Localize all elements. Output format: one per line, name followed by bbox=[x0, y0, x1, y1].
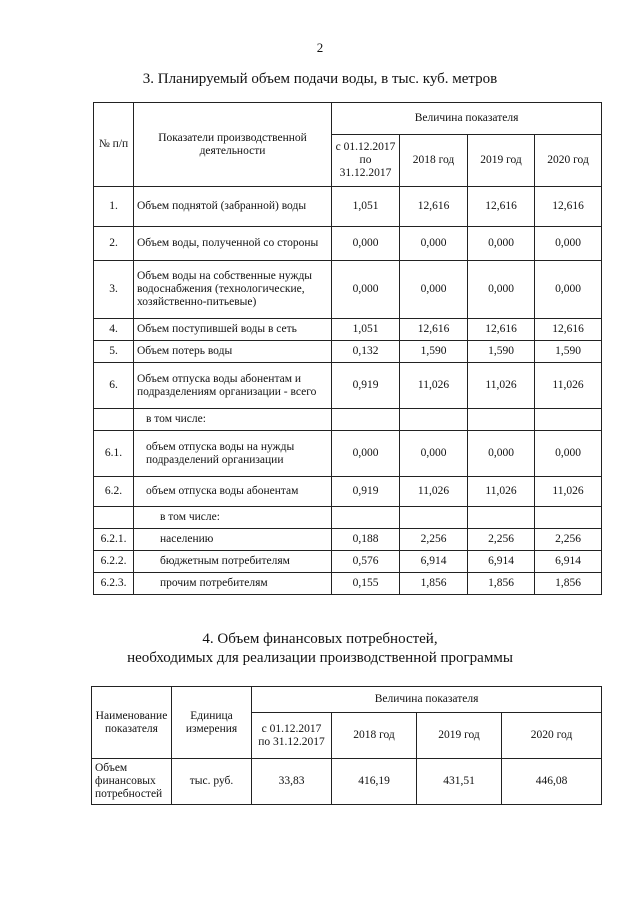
row-value bbox=[332, 409, 400, 431]
row-value bbox=[468, 409, 535, 431]
table-row bbox=[94, 261, 602, 319]
row-value: 33,83 bbox=[252, 759, 332, 805]
section-4-title-line-1: 4. Объем финансовых потребностей, bbox=[202, 631, 438, 647]
row-number: 4. bbox=[94, 319, 134, 341]
page-number: 2 bbox=[316, 40, 324, 55]
header-unit: Единица измерения bbox=[172, 687, 252, 759]
row-value: 0,132 bbox=[332, 341, 400, 363]
row-value: 0,000 bbox=[332, 261, 400, 319]
row-label: Объем воды, полученной со стороны bbox=[134, 227, 332, 261]
row-value bbox=[535, 507, 602, 529]
table-row bbox=[94, 477, 602, 507]
section-4-title-line-2: необходимых для реализации производственной программы bbox=[127, 650, 513, 666]
header-indicator: Показатели производственной деятельности bbox=[134, 103, 332, 187]
header-period: с 01.12.2017 по 31.12.2017 bbox=[252, 713, 332, 759]
row-value: 0,000 bbox=[468, 227, 535, 261]
row-number: 3. bbox=[94, 261, 134, 319]
row-value: 11,026 bbox=[400, 363, 468, 409]
row-label: объем отпуска воды абонентам bbox=[134, 477, 332, 507]
table-row bbox=[92, 759, 602, 805]
row-number: 6.2.1. bbox=[94, 529, 134, 551]
row-value: 0,000 bbox=[400, 431, 468, 477]
row-label: объем отпуска воды на нужды подразделений организации bbox=[134, 431, 332, 477]
row-value bbox=[535, 409, 602, 431]
row-unit: тыс. руб. bbox=[172, 759, 252, 805]
row-label: прочим потребителям bbox=[134, 573, 332, 595]
row-value: 0,000 bbox=[332, 227, 400, 261]
row-value: 1,051 bbox=[332, 187, 400, 227]
table-row bbox=[94, 409, 602, 431]
row-label: Объем потерь воды bbox=[134, 341, 332, 363]
row-value: 431,51 bbox=[417, 759, 502, 805]
row-value: 12,616 bbox=[400, 319, 468, 341]
row-label: Объем поступившей воды в сеть bbox=[134, 319, 332, 341]
row-number: 5. bbox=[94, 341, 134, 363]
row-value: 11,026 bbox=[535, 477, 602, 507]
row-label: Объем воды на собственные нужды водоснабжения (технологические, хозяйственно-питьевые) bbox=[134, 261, 332, 319]
row-value: 1,590 bbox=[468, 341, 535, 363]
row-value: 11,026 bbox=[400, 477, 468, 507]
header-name: Наименование показателя bbox=[92, 687, 172, 759]
row-value: 12,616 bbox=[468, 319, 535, 341]
row-value: 0,919 bbox=[332, 477, 400, 507]
row-value: 11,026 bbox=[468, 363, 535, 409]
row-value: 1,590 bbox=[535, 341, 602, 363]
row-value: 1,856 bbox=[468, 573, 535, 595]
row-value: 0,000 bbox=[535, 431, 602, 477]
row-number: 6.2. bbox=[94, 477, 134, 507]
header-period: с 01.12.2017 по 31.12.2017 bbox=[332, 135, 400, 187]
row-value: 1,590 bbox=[400, 341, 468, 363]
row-value bbox=[468, 507, 535, 529]
row-value: 416,19 bbox=[332, 759, 417, 805]
row-value bbox=[400, 409, 468, 431]
row-value: 0,000 bbox=[468, 431, 535, 477]
financial-needs-table-body bbox=[92, 759, 602, 805]
table-row bbox=[94, 363, 602, 409]
header-num: № п/п bbox=[94, 103, 134, 187]
row-value: 2,256 bbox=[468, 529, 535, 551]
row-value: 6,914 bbox=[400, 551, 468, 573]
header-period: 2020 год bbox=[502, 713, 602, 759]
row-number: 2. bbox=[94, 227, 134, 261]
row-label: Объем отпуска воды абонентам и подразделениям организации - всего bbox=[134, 363, 332, 409]
row-value: 0,155 bbox=[332, 573, 400, 595]
header-value-group: Величина показателя bbox=[252, 687, 602, 713]
row-value: 1,051 bbox=[332, 319, 400, 341]
row-value: 2,256 bbox=[400, 529, 468, 551]
section-4-title bbox=[0, 630, 640, 668]
row-value: 0,000 bbox=[332, 431, 400, 477]
row-number: 6.2.3. bbox=[94, 573, 134, 595]
row-value: 0,000 bbox=[535, 227, 602, 261]
row-label: в том числе: bbox=[134, 507, 332, 529]
section-3-title: 3. Планируемый объем подачи воды, в тыс. куб. метров bbox=[142, 71, 498, 87]
row-value: 0,576 bbox=[332, 551, 400, 573]
row-number bbox=[94, 507, 134, 529]
table-row bbox=[94, 529, 602, 551]
row-label: Объем поднятой (забранной) воды bbox=[134, 187, 332, 227]
table-row bbox=[94, 341, 602, 363]
row-value: 0,188 bbox=[332, 529, 400, 551]
row-value: 446,08 bbox=[502, 759, 602, 805]
row-value: 1,856 bbox=[400, 573, 468, 595]
row-number: 6.2.2. bbox=[94, 551, 134, 573]
row-value: 0,000 bbox=[400, 227, 468, 261]
row-value: 0,000 bbox=[400, 261, 468, 319]
row-value: 1,856 bbox=[535, 573, 602, 595]
row-name: Объем финансовых потребностей bbox=[92, 759, 172, 805]
row-value bbox=[332, 507, 400, 529]
financial-needs-table bbox=[91, 686, 602, 805]
table-row bbox=[94, 227, 602, 261]
header-period: 2018 год bbox=[332, 713, 417, 759]
header-period: 2020 год bbox=[535, 135, 602, 187]
row-value: 11,026 bbox=[535, 363, 602, 409]
row-value: 0,919 bbox=[332, 363, 400, 409]
header-period: 2019 год bbox=[468, 135, 535, 187]
header-period: 2018 год bbox=[400, 135, 468, 187]
row-value: 12,616 bbox=[535, 187, 602, 227]
row-value: 0,000 bbox=[535, 261, 602, 319]
row-value bbox=[400, 507, 468, 529]
row-value: 12,616 bbox=[468, 187, 535, 227]
water-supply-table bbox=[93, 102, 602, 595]
row-label: бюджетным потребителям bbox=[134, 551, 332, 573]
row-number: 6. bbox=[94, 363, 134, 409]
row-value: 12,616 bbox=[535, 319, 602, 341]
row-number: 6.1. bbox=[94, 431, 134, 477]
table-row bbox=[94, 431, 602, 477]
row-label: в том числе: bbox=[134, 409, 332, 431]
row-number bbox=[94, 409, 134, 431]
row-number: 1. bbox=[94, 187, 134, 227]
table-row bbox=[94, 507, 602, 529]
row-value: 6,914 bbox=[535, 551, 602, 573]
table-row bbox=[94, 551, 602, 573]
table-row bbox=[94, 319, 602, 341]
row-value: 12,616 bbox=[400, 187, 468, 227]
row-label: населению bbox=[134, 529, 332, 551]
row-value: 6,914 bbox=[468, 551, 535, 573]
water-supply-table-body bbox=[94, 187, 602, 595]
table-row bbox=[94, 573, 602, 595]
row-value: 0,000 bbox=[468, 261, 535, 319]
row-value: 11,026 bbox=[468, 477, 535, 507]
table-row bbox=[94, 187, 602, 227]
header-value-group: Величина показателя bbox=[332, 103, 602, 135]
header-period: 2019 год bbox=[417, 713, 502, 759]
row-value: 2,256 bbox=[535, 529, 602, 551]
